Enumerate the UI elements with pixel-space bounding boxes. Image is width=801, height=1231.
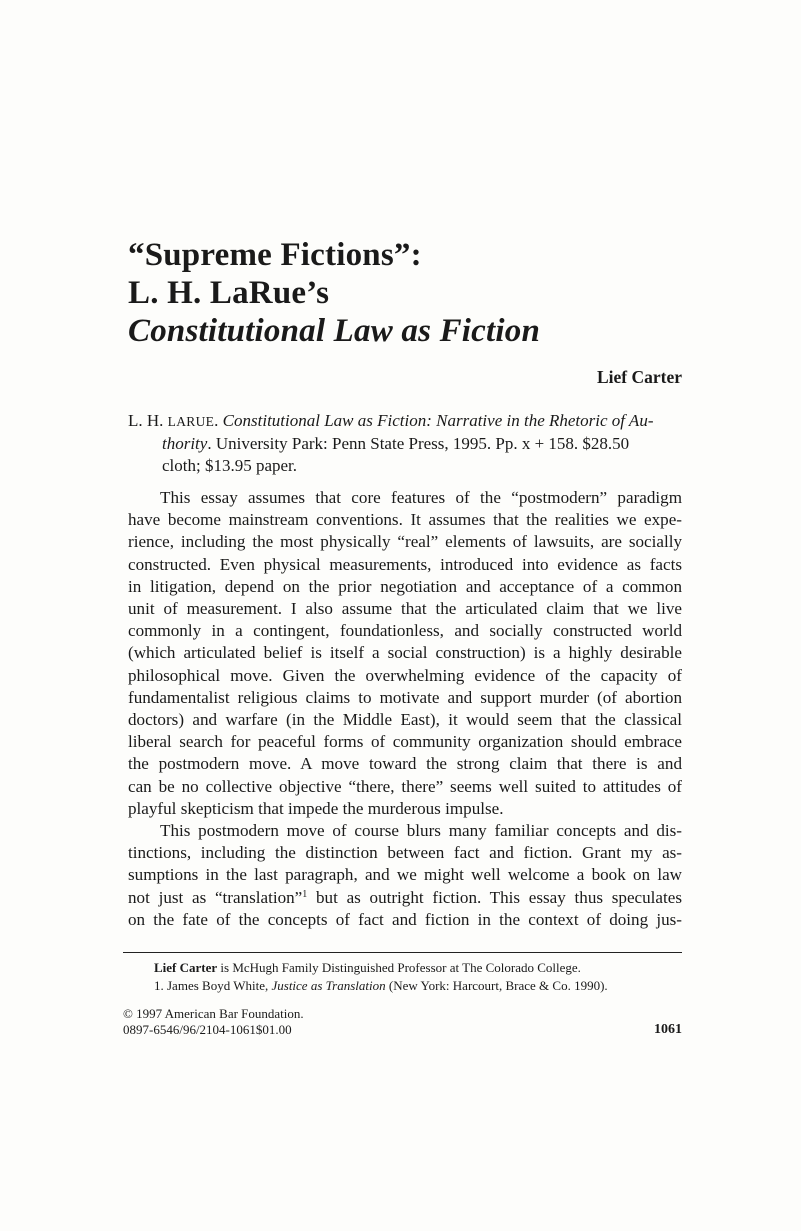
p1-line-15: playful skepticism that impede the murderous impulse. bbox=[128, 798, 504, 818]
p1-line-5: in litigation, depend on the prior negotiation and acceptance of a common bbox=[128, 576, 682, 596]
citation-author-initials: L. H. bbox=[128, 411, 168, 430]
page-number: 1061 bbox=[654, 1022, 682, 1037]
footnote-1-title: Justice as Translation bbox=[271, 978, 386, 993]
citation-book-title-cont: thority bbox=[162, 434, 208, 453]
footnote-ref-1[interactable]: 1 bbox=[302, 888, 308, 900]
copyright-block bbox=[123, 1006, 682, 1038]
p2-line-1: This postmodern move of course blurs many familiar concepts and dis- bbox=[160, 821, 682, 841]
title-line-2: L. H. LaRue’s bbox=[128, 275, 330, 311]
p2-line4-before: not just as “translation” bbox=[128, 887, 303, 907]
p1-line-11: doctors) and warfare (in the Middle East), it would seem that the classical bbox=[128, 710, 682, 730]
author-footnote-name: Lief Carter bbox=[154, 960, 218, 975]
footnote-1-prefix: 1. James Boyd White, bbox=[154, 978, 272, 993]
p1-line-12: liberal search for peaceful forms of community organization should embrace bbox=[128, 732, 682, 752]
p1-line-13: the postmodern move. A move toward the strong claim that there is and bbox=[128, 754, 682, 774]
footnotes bbox=[154, 959, 684, 995]
citation-book-title: Constitutional Law as Fiction: Narrative in the Rhetoric of Au- bbox=[222, 411, 654, 430]
citation-separator: . bbox=[214, 411, 223, 430]
citation-line-1 bbox=[128, 410, 682, 433]
p2-line4-after: but as outright fiction. This essay thus speculates bbox=[307, 887, 682, 907]
p1-line-8: (which articulated belief is itself a social construction) is a highly desirable bbox=[128, 643, 682, 663]
copyright-line: © 1997 American Bar Foundation. bbox=[123, 1006, 304, 1021]
footnote-1 bbox=[154, 977, 684, 995]
p2-line-2: tinctions, including the distinction between fact and fiction. Grant my as- bbox=[128, 843, 682, 863]
p1-line-7: commonly in a contingent, foundationless, and socially constructed world bbox=[128, 621, 682, 641]
p1-line-10: fundamentalist religious claims to motivate and support murder (of abortion bbox=[128, 687, 682, 707]
title-line-1: “Supreme Fictions”: bbox=[128, 237, 422, 273]
p1-line-4: constructed. Even physical measurements, introduced into evidence as facts bbox=[128, 554, 682, 574]
author-footnote bbox=[154, 959, 684, 977]
p1-line-3: rience, including the most physically “real” elements of lawsuits, are socially bbox=[128, 532, 682, 552]
article-body bbox=[128, 487, 682, 931]
paragraph-2-line-5: on the fate of the concepts of fact and fiction in the context of doing jus- bbox=[128, 909, 682, 929]
author-name: Lief Carter bbox=[596, 367, 682, 387]
citation-author-surname: LARUE bbox=[167, 414, 215, 429]
p1-line-2: have become mainstream conventions. It assumes that the realities we expe- bbox=[128, 510, 682, 530]
paragraph-2-line-4 bbox=[128, 887, 682, 909]
p1-line-1: This essay assumes that core features of the “postmodern” paradigm bbox=[160, 488, 682, 507]
article-title bbox=[128, 236, 688, 350]
author-footnote-text: is McHugh Family Distinguished Professor at The Colorado College. bbox=[217, 960, 581, 975]
issn-line: 0897-6546/96/2104-1061$01.00 bbox=[123, 1022, 292, 1037]
footnote-divider bbox=[123, 952, 682, 953]
footnote-1-rest: (New York: Harcourt, Brace & Co. 1990). bbox=[385, 978, 608, 993]
paragraph-2 bbox=[128, 820, 682, 887]
book-citation bbox=[128, 410, 682, 477]
p1-line-14: can be no collective objective “there, there” seems well suited to attitudes of bbox=[128, 776, 682, 796]
paragraph-1 bbox=[128, 487, 682, 820]
citation-line-2 bbox=[128, 433, 682, 455]
p2-line-3: sumptions in the last paragraph, and we might well welcome a book on law bbox=[128, 865, 682, 885]
citation-line-3: cloth; $13.95 paper. bbox=[162, 456, 298, 475]
p1-line-6: unit of measurement. I also assume that the articulated claim that we live bbox=[128, 599, 682, 619]
citation-publisher: . University Park: Penn State Press, 1995. Pp. x + 158. $28.50 bbox=[207, 434, 630, 453]
title-line-3: Constitutional Law as Fiction bbox=[128, 313, 540, 349]
p1-line-9: philosophical move. Given the overwhelming evidence of the capacity of bbox=[128, 665, 682, 685]
